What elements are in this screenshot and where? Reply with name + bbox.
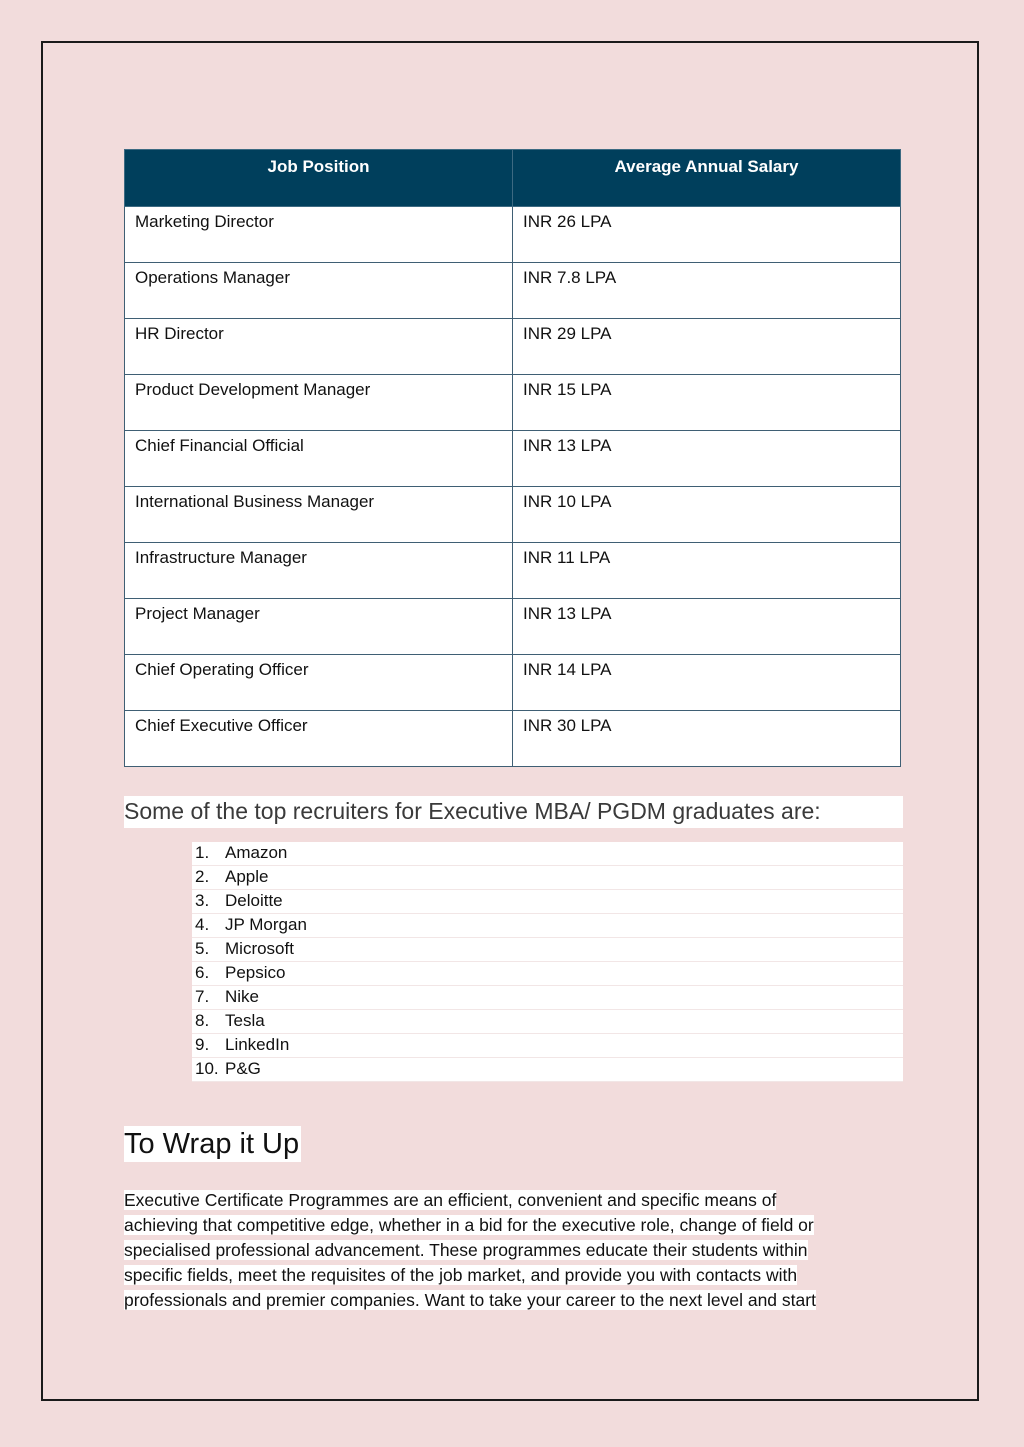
list-item-number: 4.: [195, 915, 210, 934]
table-row: [125, 711, 901, 767]
salary-cell: INR 11 LPA: [513, 543, 901, 599]
list-item: [192, 938, 903, 962]
job-position-cell: Project Manager: [125, 599, 513, 655]
paragraph-line: professionals and premier companies. Want to take your career to the next level and start: [124, 1290, 816, 1310]
list-item: [192, 866, 903, 890]
list-item-label: Microsoft: [225, 939, 294, 958]
list-item-label: Tesla: [225, 1011, 265, 1030]
paragraph-line: specialised professional advancement. These programmes educate their students within: [124, 1240, 808, 1260]
list-item-number: 5.: [195, 939, 210, 958]
list-item-label: Apple: [225, 867, 269, 886]
list-item: [192, 962, 903, 986]
list-item: [192, 1010, 903, 1034]
table-row: [125, 207, 901, 263]
job-position-cell: Operations Manager: [125, 263, 513, 319]
table-row: [125, 263, 901, 319]
salary-cell: INR 13 LPA: [513, 599, 901, 655]
list-item: [192, 914, 903, 938]
list-item-number: 1.: [195, 843, 210, 862]
list-item-label: Pepsico: [225, 963, 286, 982]
list-item: [192, 842, 903, 866]
job-position-cell: Infrastructure Manager: [125, 543, 513, 599]
recruiter-list: [192, 842, 903, 1082]
list-item-label: LinkedIn: [225, 1035, 290, 1054]
list-item-number: 2.: [195, 867, 210, 886]
list-item-label: Deloitte: [225, 891, 283, 910]
wrap-up-heading: To Wrap it Up: [124, 1128, 300, 1160]
salary-cell: INR 14 LPA: [513, 655, 901, 711]
list-item-number: 7.: [195, 987, 210, 1006]
list-item-label: P&G: [225, 1059, 261, 1078]
job-position-cell: Product Development Manager: [125, 375, 513, 431]
list-item: [192, 1058, 903, 1082]
paragraph-line: achieving that competitive edge, whether in a bid for the executive role, change of field or: [124, 1215, 814, 1235]
salary-table: [124, 149, 901, 767]
job-position-cell: Chief Operating Officer: [125, 655, 513, 711]
job-position-cell: Marketing Director: [125, 207, 513, 263]
table-row: [125, 543, 901, 599]
list-item: [192, 1034, 903, 1058]
list-item: [192, 986, 903, 1010]
salary-cell: INR 7.8 LPA: [513, 263, 901, 319]
job-position-cell: HR Director: [125, 319, 513, 375]
table-row: [125, 431, 901, 487]
job-position-cell: Chief Financial Official: [125, 431, 513, 487]
table-header-row: [125, 150, 901, 207]
salary-cell: INR 13 LPA: [513, 431, 901, 487]
table-row: [125, 655, 901, 711]
job-position-cell: International Business Manager: [125, 487, 513, 543]
list-item-label: JP Morgan: [225, 915, 307, 934]
list-item-label: Nike: [225, 987, 260, 1006]
salary-cell: INR 15 LPA: [513, 375, 901, 431]
salary-cell: INR 26 LPA: [513, 207, 901, 263]
list-item-number: 3.: [195, 891, 210, 910]
list-item-number: 6.: [195, 963, 210, 982]
salary-cell: INR 29 LPA: [513, 319, 901, 375]
list-item: [192, 890, 903, 914]
salary-cell: INR 30 LPA: [513, 711, 901, 767]
paragraph-line: specific fields, meet the requisites of the job market, and provide you with contacts with: [124, 1265, 798, 1285]
job-position-cell: Chief Executive Officer: [125, 711, 513, 767]
table-row: [125, 375, 901, 431]
salary-cell: INR 10 LPA: [513, 487, 901, 543]
header-average-salary: Average Annual Salary: [513, 150, 901, 207]
table-row: [125, 599, 901, 655]
header-job-position: Job Position: [125, 150, 513, 207]
table-row: [125, 487, 901, 543]
table-row: [125, 319, 901, 375]
list-item-number: 10.: [195, 1059, 219, 1078]
paragraph-line: Executive Certificate Programmes are an efficient, convenient and specific means of: [124, 1190, 777, 1210]
list-item-number: 8.: [195, 1011, 210, 1030]
recruiters-heading: Some of the top recruiters for Executive MBA/ PGDM graduates are:: [124, 796, 903, 828]
wrap-up-paragraph: [124, 1188, 884, 1313]
list-item-number: 9.: [195, 1035, 210, 1054]
list-item-label: Amazon: [225, 843, 288, 862]
